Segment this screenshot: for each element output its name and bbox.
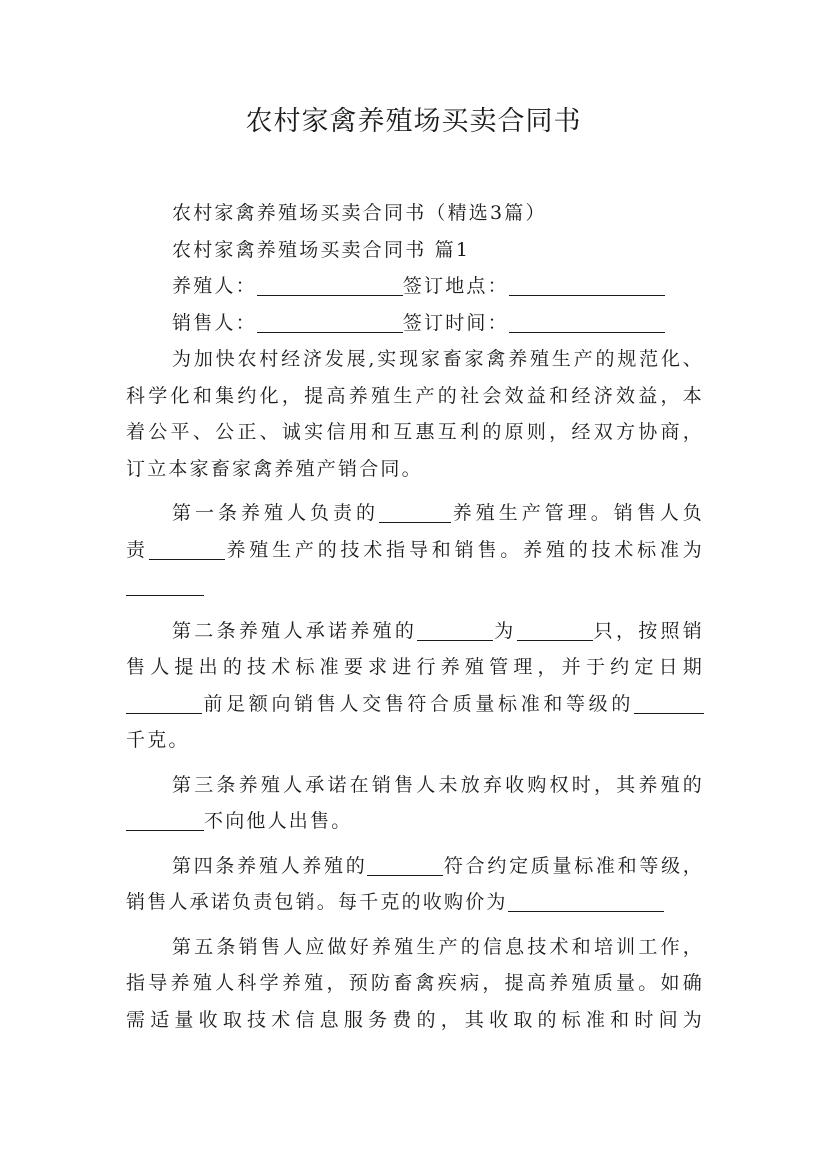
article-2-blank[interactable] [634,693,704,714]
sign-time-label: 签订时间： [402,311,509,334]
article-2 [126,613,704,759]
seller-blank[interactable] [257,312,403,333]
sign-place-label: 签订地点： [402,275,509,297]
preamble-line: 为加快农村经济发展,实现家畜家禽养殖生产的规范化、 [172,348,704,370]
article-2-line: 售人提出的技术标准要求进行养殖管理，并于约定日期 [126,656,704,678]
article-2-text: 第二条养殖人承诺养殖的 [172,619,418,642]
article-4-blank[interactable] [508,891,664,912]
article-4 [126,848,704,921]
article-1-blank[interactable] [379,502,451,523]
article-1 [126,495,704,605]
article-5-line: 需适量收取技术信息服务费的，其收取的标准和时间为 [126,1008,704,1031]
article-1-text: 养殖生产的技术指导和销售。养殖的技术标准为 [224,538,705,561]
breeder-blank[interactable] [257,275,403,296]
article-2-line [126,686,704,723]
article-3 [126,767,704,840]
article-2-line: 千克。 [126,729,190,751]
document-subtitle: 农村家禽养殖场买卖合同书（精选3篇） [172,202,547,224]
article-5-line: 指导养殖人科学养殖，预防畜禽疾病，提高养殖质量。如确 [126,972,704,994]
article-3-text: 不向他人出售。 [204,810,353,832]
part-heading: 农村家禽养殖场买卖合同书 篇1 [172,238,471,261]
article-3-line [126,803,704,840]
article-5 [126,929,704,1039]
preamble-paragraph [126,341,704,487]
article-1-text: 责 [126,538,149,561]
article-1-text: 养殖生产管理。销售人负 [451,502,704,524]
article-1-text: 第一条养殖人负责的 [172,502,379,524]
article-4-line [126,848,704,885]
article-3-blank[interactable] [126,810,204,831]
article-1-line [126,532,704,569]
article-4-text: 第四条养殖人养殖的 [172,854,368,877]
article-2-blank[interactable] [517,620,593,641]
article-2-text: 前足额向销售人交售符合质量标准和等级的 [202,692,634,715]
preamble-line: 科学化和集约化，提高养殖生产的社会效益和经济效益，本 [126,384,704,407]
seller-label: 销售人： [172,311,257,334]
document-body [126,195,704,1038]
article-1-line [126,495,704,532]
article-1-blank[interactable] [126,575,204,596]
article-3-line: 第三条养殖人承诺在销售人未放弃收购权时，其养殖的 [172,773,704,796]
field-line-seller [126,305,704,342]
article-2-blank[interactable] [126,693,202,714]
article-4-line [126,884,704,921]
article-4-blank[interactable] [367,855,443,876]
article-2-line [126,613,704,650]
preamble-line: 订立本家畜家禽养殖产销合同。 [126,457,423,480]
field-line-breeder [126,268,704,305]
document-title: 农村家禽养殖场买卖合同书 [245,106,582,137]
article-1-line [126,568,704,605]
preamble-line: 着公平、公正、诚实信用和互惠互利的原则，经双方协商， [126,421,704,443]
sign-place-blank[interactable] [509,275,665,296]
article-2-text: 只，按照销 [592,619,705,642]
sign-time-blank[interactable] [509,312,665,333]
article-1-blank[interactable] [149,539,225,560]
article-4-text: 符合约定质量标准和等级， [443,854,704,877]
article-2-text: 为 [493,619,517,642]
breeder-label: 养殖人： [172,275,257,297]
article-4-text: 销售人承诺负责包销。每千克的收购价为 [126,891,508,913]
article-2-blank[interactable] [417,620,493,641]
article-5-line: 第五条销售人应做好养殖生产的信息技术和培训工作， [172,935,704,958]
